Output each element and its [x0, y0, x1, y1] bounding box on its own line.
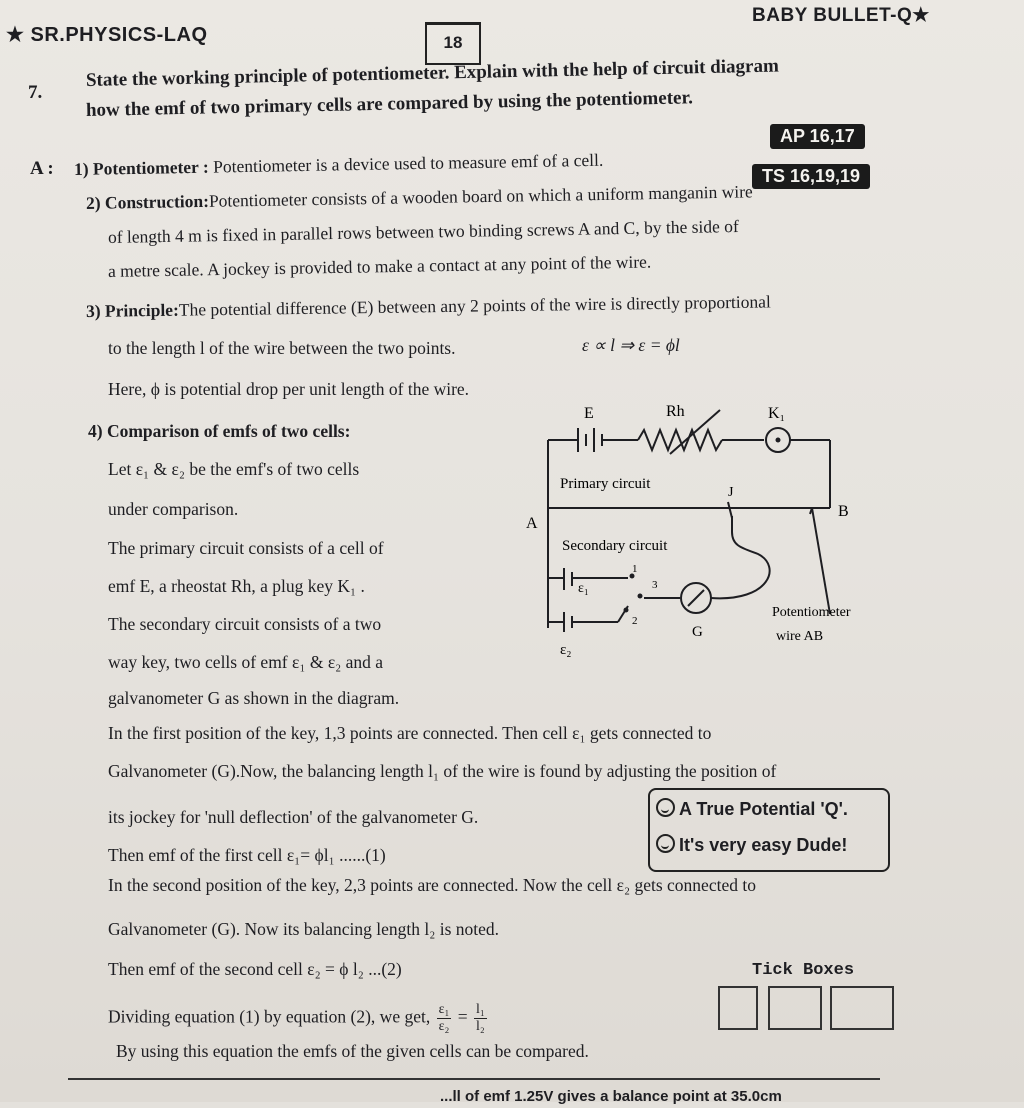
- label-E: E: [584, 405, 594, 422]
- label-potentiometer: Potentiometer: [772, 605, 851, 620]
- point-2-line-3: a metre scale. A jockey is provided to make a contact at any point of the wire.: [107, 251, 652, 281]
- dividing-line: Dividing equation (1) by equation (2), we get, $\frac{\text{ε₁}}{\text{ε₂}}$ = $\frac{\text{l₁}}{\text{l₂}}$: [108, 1002, 485, 1034]
- header-left: ★ SR.PHYSICS-LAQ: [6, 24, 208, 46]
- point-3-line-2: to the length l of the wire between the two points.: [108, 338, 456, 358]
- ratio-e1: ε₁: [438, 1002, 450, 1017]
- pointer-to-wire-AB: [812, 508, 830, 614]
- point-3-line-3: Here, ϕ is potential drop per unit length of the wire.: [108, 379, 470, 399]
- ratio-emf: [437, 1002, 452, 1035]
- point-4-line-7: galvanometer G as shown in the diagram.: [108, 688, 400, 708]
- slogan-text-1: A True Potential 'Q'.: [679, 799, 848, 819]
- key-terminal-3: [638, 594, 643, 599]
- question-line-2: how the emf of two primary cells are compared by using the potentiometer.: [85, 87, 694, 121]
- tick-box-2[interactable]: [768, 986, 822, 1030]
- point-2-text: Potentiometer consists of a wooden board on which a uniform manganin wire: [208, 181, 753, 211]
- body-line-7: Then emf of the second cell ε₂ = ϕ l₂ ...(2): [108, 959, 402, 979]
- point-3-head: 3) Principle:: [85, 299, 179, 321]
- potentiometer-circuit-diagram: [520, 396, 900, 668]
- footer-fragment: ...ll of emf 1.25V gives a balance point at 35.0cm: [440, 1088, 782, 1105]
- body-line-1: In the first position of the key, 1,3 points are connected. Then cell ε₁ gets connected to: [108, 723, 712, 743]
- point-4-line-1: Let ε₁ & ε₂ be the emf's of two cells: [108, 459, 360, 479]
- tick-boxes-label: Tick Boxes: [752, 961, 855, 980]
- smiley-icon: [656, 834, 675, 853]
- question-number: 7.: [28, 82, 43, 103]
- point-3-text: The potential difference (E) between any 2 points of the wire is directly proportional: [178, 291, 771, 320]
- slogan-line-2: [656, 834, 847, 856]
- label-point-3: 3: [652, 579, 658, 591]
- tag-ts: TS 16,19,19: [752, 164, 870, 189]
- dividing-text: Dividing equation (1) by equation (2), we get,: [108, 1006, 431, 1027]
- point-4-line-5: The secondary circuit consists of a two: [108, 614, 382, 634]
- final-line: By using this equation the emfs of the given cells can be compared.: [116, 1041, 589, 1061]
- point-2-line-2: of length 4 m is fixed in parallel rows between two binding screws A and C, by the side of: [107, 215, 739, 247]
- point-4-line-6: way key, two cells of emf ε₁ & ε₂ and a: [108, 652, 384, 672]
- header-right: BABY BULLET-Q★: [752, 5, 930, 26]
- point-3: [86, 290, 771, 322]
- smiley-icon: [656, 798, 675, 817]
- ratio-l1: l₁: [475, 1002, 485, 1017]
- wire-galvanometer-jockey: [711, 532, 770, 598]
- label-secondary-circuit: Secondary circuit: [562, 538, 668, 554]
- principle-formula: ε ∝ l ⇒ ε = ϕl: [582, 335, 680, 355]
- point-2: [86, 180, 753, 214]
- slogan-text-2: It's very easy Dude!: [679, 835, 848, 855]
- label-point-2: 2: [632, 615, 638, 627]
- plug-key-dot: [776, 438, 781, 443]
- body-line-5: In the second position of the key, 2,3 points are connected. Now the cell ε₂ gets connected to: [108, 875, 756, 895]
- tick-box-1[interactable]: [718, 986, 758, 1030]
- label-B: B: [838, 503, 849, 520]
- point-4-line-3: The primary circuit consists of a cell of: [108, 538, 384, 558]
- label-J: J: [728, 485, 734, 500]
- label-primary-circuit: Primary circuit: [560, 476, 651, 492]
- body-line-4: Then emf of the first cell ε₁= ϕl₁ ......(1): [108, 845, 386, 865]
- point-4-line-4: emf E, a rheostat Rh, a plug key K₁ .: [108, 576, 365, 596]
- point-1-text: Potentiometer is a device used to measure emf of a cell.: [208, 149, 604, 177]
- label-Rh: Rh: [666, 403, 685, 420]
- rheostat-Rh: [638, 430, 722, 450]
- point-2-head: 2) Construction:: [85, 190, 210, 213]
- label-point-1: 1: [632, 563, 638, 575]
- point-4-head: 4) Comparison of emfs of two cells:: [88, 421, 351, 441]
- page-number: 18: [425, 22, 481, 65]
- tag-ap: AP 16,17: [770, 124, 865, 149]
- ratio-l2: l₂: [475, 1019, 485, 1034]
- jockey-arrow: [728, 502, 732, 518]
- ratio-e2: ε₂: [438, 1019, 450, 1034]
- tick-box-3[interactable]: [830, 986, 894, 1030]
- point-1-head: 1) Potentiometer :: [73, 156, 209, 179]
- label-wire-AB: wire AB: [776, 629, 824, 644]
- label-K1: K₁: [768, 405, 786, 422]
- ratio-length: [474, 1002, 487, 1035]
- galvanometer-needle: [688, 590, 704, 606]
- point-1: [74, 149, 604, 180]
- key-terminal-2: [624, 608, 629, 613]
- label-e2: ε₂: [560, 642, 572, 658]
- label-G: G: [692, 624, 703, 640]
- slogan-box: [648, 788, 890, 872]
- answer-label: A :: [30, 158, 54, 179]
- label-e1: ε₁: [578, 581, 589, 596]
- label-A: A: [526, 515, 538, 532]
- body-line-3: its jockey for 'null deflection' of the galvanometer G.: [108, 807, 479, 827]
- point-4-line-2: under comparison.: [108, 499, 239, 519]
- body-line-6: Galvanometer (G). Now its balancing length l₂ is noted.: [108, 919, 500, 939]
- question-line-1: State the working principle of potentiometer. Explain with the help of circuit diagram: [85, 55, 780, 91]
- divider-rule: [68, 1078, 880, 1080]
- slogan-line-1: [656, 798, 848, 820]
- body-line-2: Galvanometer (G).Now, the balancing length l₁ of the wire is found by adjusting the position of: [108, 761, 777, 781]
